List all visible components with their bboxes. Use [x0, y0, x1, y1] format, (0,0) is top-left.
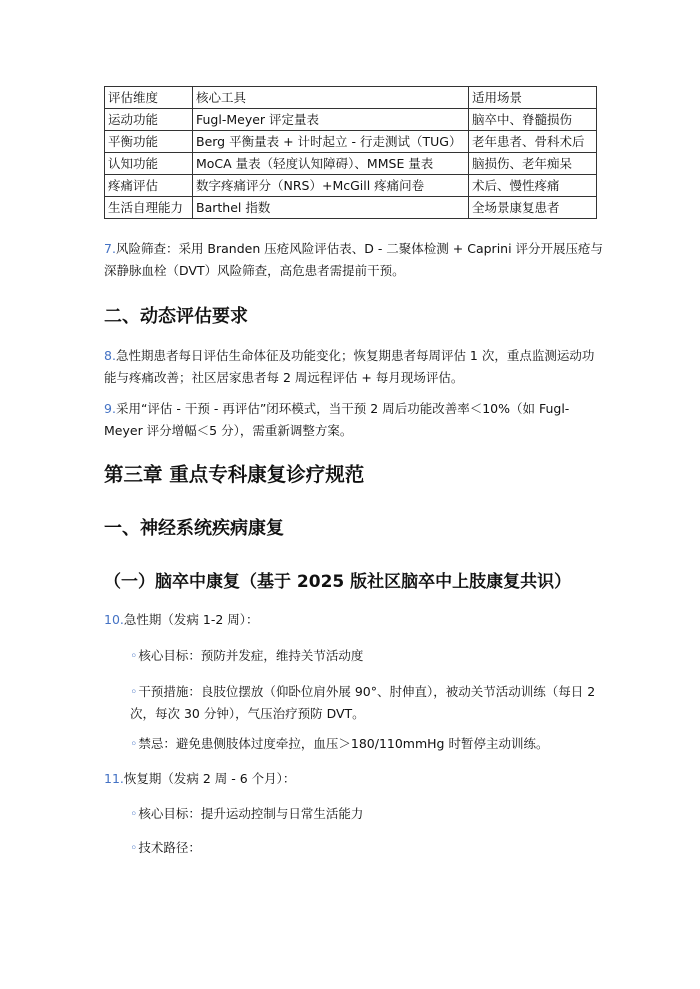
table-cell: 老年患者、骨科术后 [469, 131, 597, 153]
table-cell: 生活自理能力 [105, 197, 193, 219]
item-number: 10. [104, 612, 124, 627]
acute-bullet-contraindications: ◦禁忌：避免患侧肢体过度牵拉，血压＞180/110mmHg 时暂停主动训练。 [130, 736, 549, 751]
acute-bullet-goal: ◦核心目标：预防并发症，维持关节活动度 [130, 648, 364, 663]
bullet-icon: ◦ [130, 648, 138, 663]
table-cell: 脑卒中、脊髓损伤 [469, 109, 597, 131]
table-row [105, 109, 597, 131]
item-text: 风险筛查：采用 Branden 压疮风险评估表、D - 二聚体检测 + Caprini 评分开展压疮与深静脉血栓（DVT）风险筛查，高危患者需提前干预。 [104, 241, 604, 278]
table-row [105, 153, 597, 175]
table-row [105, 197, 597, 219]
item-number: 7. [104, 241, 116, 256]
subsection-heading-stroke: （一）脑卒中康复（基于 2025 版社区脑卒中上肢康复共识） [104, 572, 572, 592]
section-heading-neuro-rehab: 一、神经系统疾病康复 [104, 518, 284, 539]
table-cell: 认知功能 [105, 153, 193, 175]
table-cell: 脑损伤、老年痴呆 [469, 153, 597, 175]
item-number: 11. [104, 771, 124, 786]
table-cell: 疼痛评估 [105, 175, 193, 197]
bullet-icon: ◦ [130, 806, 138, 821]
table-cell: 术后、慢性疼痛 [469, 175, 597, 197]
section-heading-dynamic-assessment: 二、动态评估要求 [104, 306, 248, 327]
item-number: 9. [104, 401, 116, 416]
table-header-cell: 评估维度 [105, 87, 193, 109]
item-number: 8. [104, 348, 116, 363]
item-11-recovery-phase [104, 768, 295, 790]
bullet-icon: ◦ [130, 684, 138, 699]
table-cell: Barthel 指数 [193, 197, 469, 219]
recovery-bullet-goal: ◦核心目标：提升运动控制与日常生活能力 [130, 806, 364, 821]
recovery-bullet-technical-path: ◦技术路径： [130, 840, 201, 855]
table-cell: Berg 平衡量表 + 计时起立 - 行走测试（TUG） [193, 131, 469, 153]
table-cell: 全场景康复患者 [469, 197, 597, 219]
item-text: 采用“评估 - 干预 - 再评估”闭环模式，当干预 2 周后功能改善率＜10%（如 Fugl-Meyer 评分增幅＜5 分），需重新调整方案。 [104, 401, 570, 438]
table-cell: Fugl-Meyer 评定量表 [193, 109, 469, 131]
item-9-closed-loop [104, 398, 604, 442]
table-row [105, 131, 597, 153]
table-row [105, 175, 597, 197]
item-text: 急性期（发病 1-2 周）： [123, 612, 259, 627]
item-7-risk-screening [104, 238, 604, 282]
item-10-acute-phase [104, 609, 259, 631]
item-text: 恢复期（发病 2 周 - 6 个月）： [123, 771, 296, 786]
bullet-icon: ◦ [130, 840, 138, 855]
table-cell: 平衡功能 [105, 131, 193, 153]
bullet-icon: ◦ [130, 736, 138, 751]
acute-bullet-interventions: ◦干预措施：良肢位摆放（仰卧位肩外展 90°、肘伸直），被动关节活动训练（每日 2 次，每次 30 分钟），气压治疗预防 DVT。 [130, 684, 596, 721]
table-cell: 运动功能 [105, 109, 193, 131]
assessment-tools-table [104, 86, 597, 219]
table-header-cell: 核心工具 [193, 87, 469, 109]
item-8-assessment-frequency [104, 345, 604, 389]
table-cell: MoCA 量表（轻度认知障碍）、MMSE 量表 [193, 153, 469, 175]
item-text: 急性期患者每日评估生命体征及功能变化；恢复期患者每周评估 1 次，重点监测运动功能与疼痛改善；社区居家患者每 2 周远程评估 + 每月现场评估。 [104, 348, 595, 385]
chapter-3-heading: 第三章 重点专科康复诊疗规范 [104, 463, 365, 486]
table-header-cell: 适用场景 [469, 87, 597, 109]
table-cell: 数字疼痛评分（NRS）+McGill 疼痛问卷 [193, 175, 469, 197]
table-header-row [105, 87, 597, 109]
